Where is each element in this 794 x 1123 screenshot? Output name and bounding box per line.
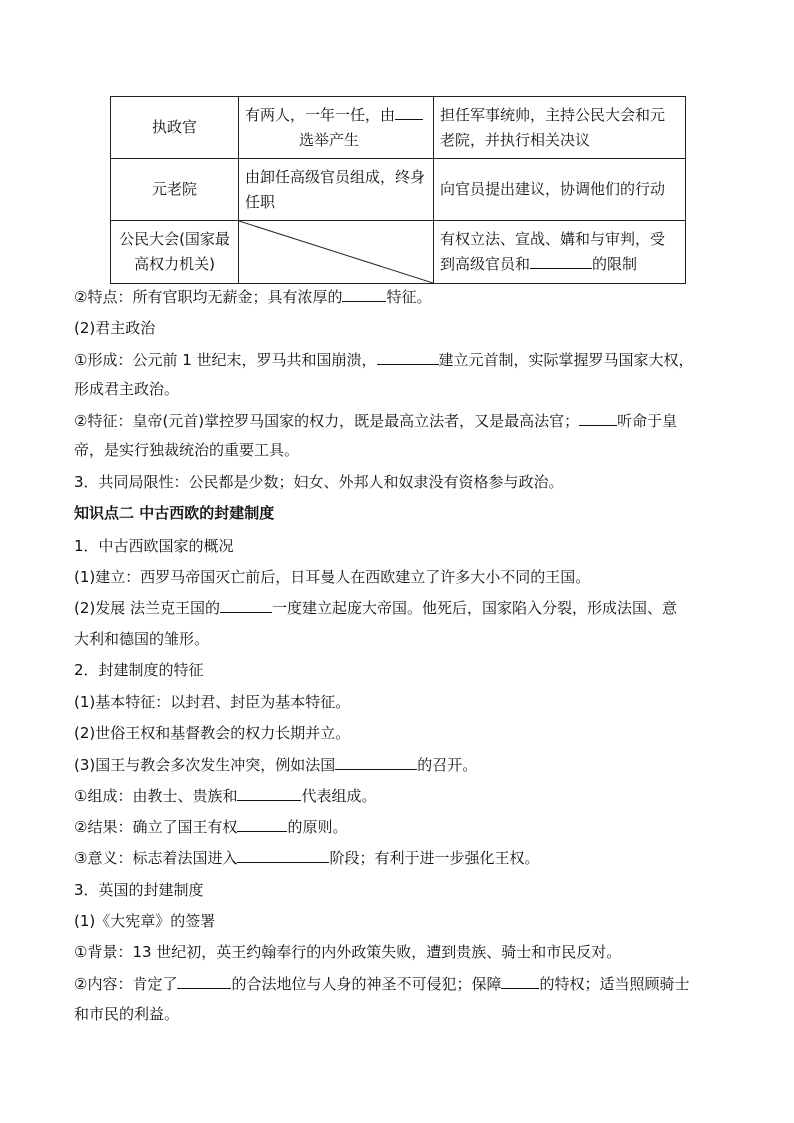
- table-cell-diagonal: [239, 221, 434, 284]
- text-line: ②结果：确立了国王有权 的原则。: [74, 818, 348, 836]
- fill-blank[interactable]: [579, 411, 617, 426]
- fill-blank[interactable]: [530, 254, 592, 269]
- fill-blank[interactable]: [177, 974, 231, 989]
- cell-text: 有权立法、宣战、媾和与审判，受到高级官员和: [440, 230, 666, 273]
- text-line: ②特征：皇帝(元首)掌控罗马国家的权力，既是最高立法者，又是最高法官； 听命于皇: [74, 412, 678, 430]
- text-line: (1)基本特征：以封君、封臣为基本特征。: [74, 693, 351, 711]
- section-heading: (2)君主政治: [74, 319, 156, 337]
- knowledge-point-heading: 知识点二 中古西欧的封建制度: [74, 504, 275, 522]
- fill-blank[interactable]: [395, 105, 423, 120]
- table-cell-composition: 由卸任高级官员组成，终身任职: [239, 159, 434, 221]
- fill-blank[interactable]: [237, 786, 301, 801]
- section-heading: 2．封建制度的特征: [74, 661, 204, 679]
- table-cell-name: 公民大会(国家最高权力机关): [111, 221, 239, 284]
- text-line: ①背景：13 世纪初，英王约翰奉行的内外政策失败，遭到贵族、骑士和市民反对。: [74, 943, 622, 961]
- text-line: (3)国王与教会多次发生冲突，例如法国 的召开。: [74, 756, 478, 774]
- roman-institutions-table: [110, 96, 686, 284]
- text-line: ①形成：公元前 1 世纪末，罗马共和国崩溃， 建立元首制，实际掌握罗马国家大权，: [74, 351, 694, 369]
- cell-text: 选举产生: [299, 130, 360, 149]
- text-line: ③意义：标志着法国进入 阶段；有利于进一步强化王权。: [74, 849, 540, 867]
- table-cell-name: 执政官: [111, 97, 239, 159]
- text-line: 形成君主政治。: [74, 380, 180, 398]
- text-line: (2)发展 法兰克王国的 一度建立起庞大帝国。他死后，国家陷入分裂，形成法国、意: [74, 599, 678, 617]
- cell-text: 有两人，一年一任，由: [245, 105, 396, 124]
- table-row: [111, 221, 686, 284]
- text-line: (2)世俗王权和基督教会的权力长期并立。: [74, 724, 351, 742]
- diagonal-line: [239, 221, 433, 283]
- fill-blank[interactable]: [237, 848, 329, 863]
- table-row: [111, 97, 686, 159]
- text-line: 帝，是实行独裁统治的重要工具。: [74, 441, 300, 459]
- table-cell-duty: 向官员提出建议，协调他们的行动: [434, 159, 686, 221]
- section-heading: 1．中古西欧国家的概况: [74, 537, 234, 555]
- cell-text: 的限制: [592, 255, 638, 273]
- text-line: ①组成：由教士、贵族和 代表组成。: [74, 787, 377, 805]
- fill-blank[interactable]: [377, 350, 439, 365]
- text-line: ②特点：所有官职均无薪金；具有浓厚的 特征。: [74, 288, 432, 306]
- table-cell-composition: [239, 97, 434, 159]
- fill-blank[interactable]: [342, 287, 386, 302]
- text-line: (1)《大宪章》的签署: [74, 912, 216, 930]
- fill-blank[interactable]: [237, 817, 287, 832]
- table-cell-duty: [434, 221, 686, 284]
- text-line: 大利和德国的雏形。: [74, 630, 210, 648]
- text-line: ②内容：肯定了 的合法地位与人身的神圣不可侵犯；保障 的特权；适当照顾骑士: [74, 975, 690, 993]
- text-line: 和市民的利益。: [74, 1005, 180, 1023]
- text-line: 3．共同局限性：公民都是少数；妇女、外邦人和奴隶没有资格参与政治。: [74, 473, 564, 491]
- section-heading: 3．英国的封建制度: [74, 881, 204, 899]
- fill-blank[interactable]: [501, 974, 539, 989]
- fill-blank[interactable]: [220, 598, 272, 613]
- fill-blank[interactable]: [335, 755, 417, 770]
- text-line: (1)建立：西罗马帝国灭亡前后，日耳曼人在西欧建立了许多大小不同的王国。: [74, 568, 591, 586]
- table-cell-name: 元老院: [111, 159, 239, 221]
- table-cell-duty: 担任军事统帅，主持公民大会和元老院，并执行相关决议: [434, 97, 686, 159]
- table-row: [111, 159, 686, 221]
